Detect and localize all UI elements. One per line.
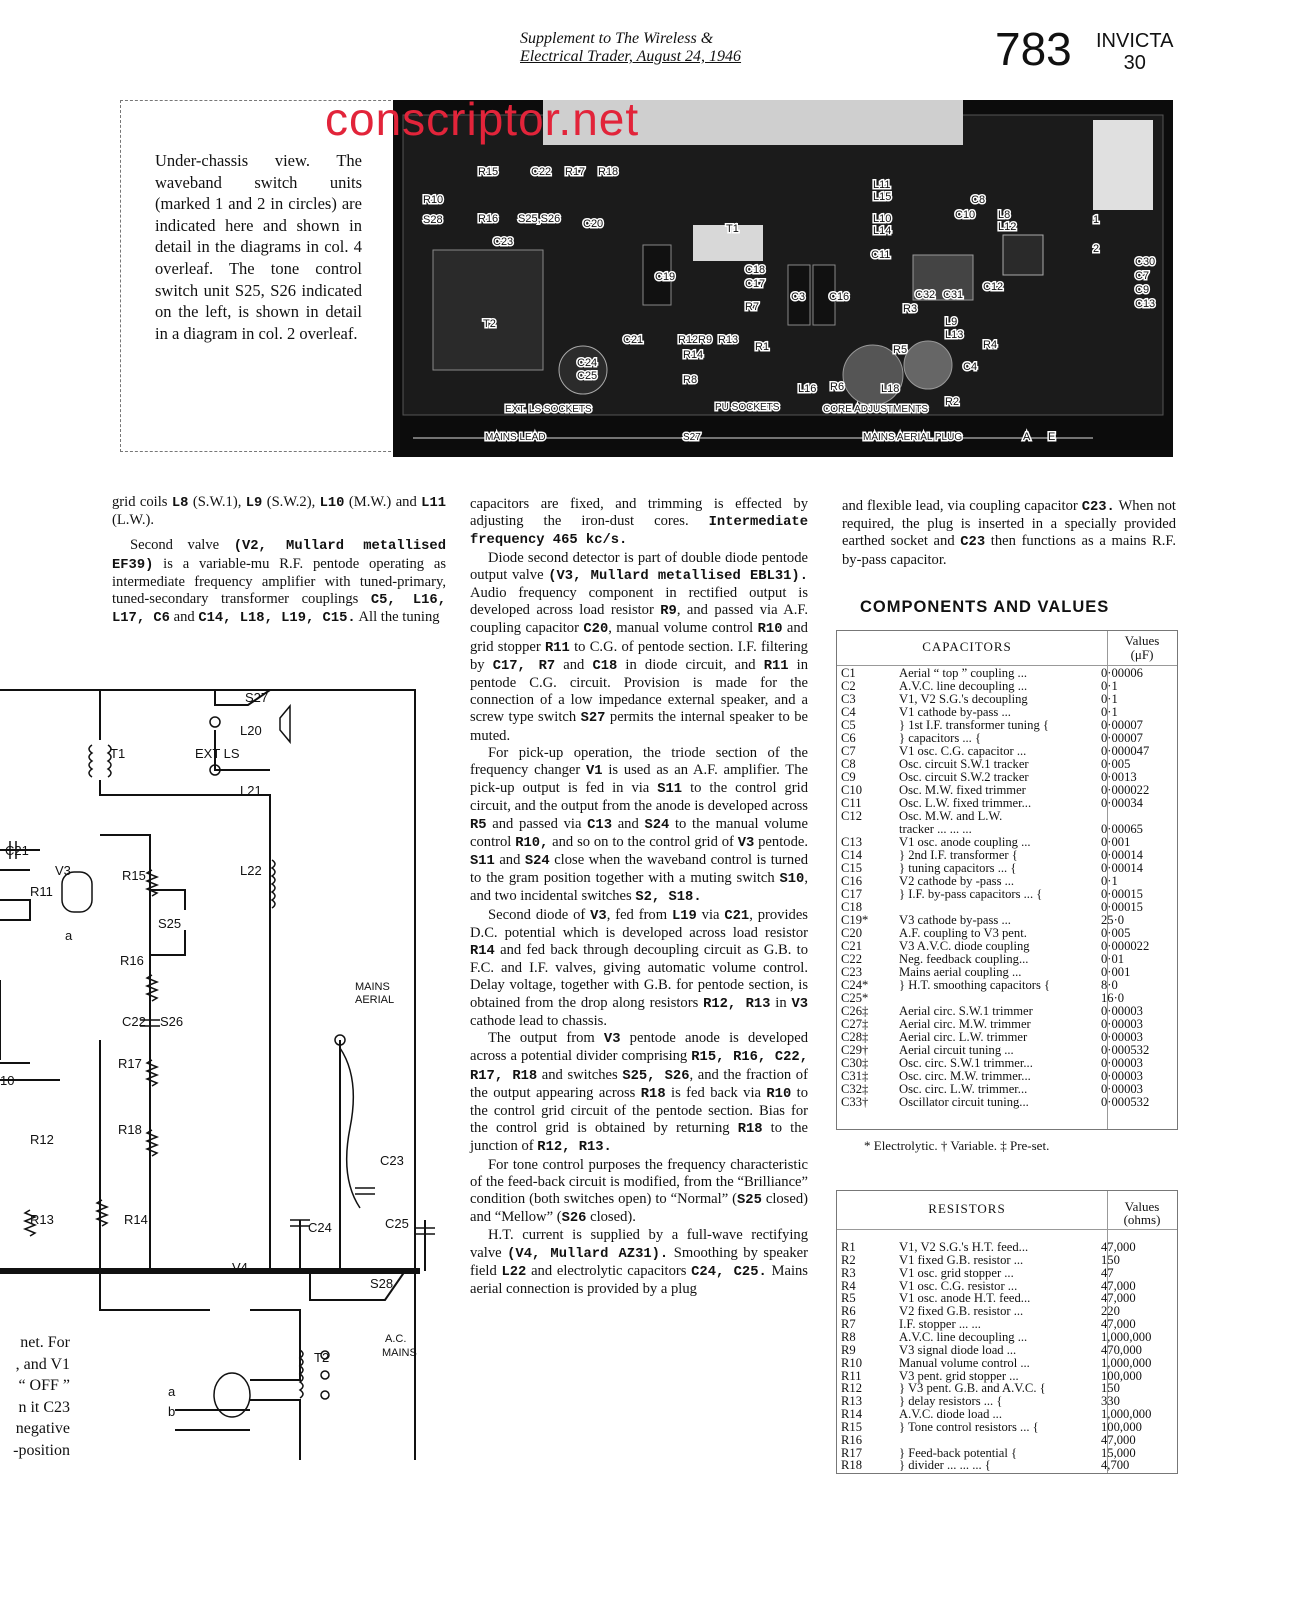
capacitor-desc: Neg. feedback coupling... bbox=[899, 952, 1029, 966]
photo-label: T2 bbox=[483, 318, 496, 330]
schematic-label: a bbox=[65, 928, 73, 943]
resistor-value: 47,000 bbox=[1101, 1432, 1136, 1447]
photo-label: L14 bbox=[873, 225, 892, 237]
watermark: conscriptor.net bbox=[325, 93, 640, 145]
resistor-ref: R18 bbox=[841, 1458, 862, 1473]
capacitor-ref: C1 bbox=[841, 666, 856, 680]
capacitor-desc: V1 osc. C.G. capacitor ... bbox=[899, 744, 1027, 758]
col1-paragraph-2: Second valve (V2, Mullard metallised EF39) is a variable-mu R.F. pentode operating as intermediate frequency amplifier with tuned-primary, tuned-secondary transformer couplings C5, L16, L17, C6 and C14, L18, L19, C15. All the tuning bbox=[112, 537, 446, 627]
photo-label: R2 bbox=[945, 396, 960, 408]
resistor-ref: R7 bbox=[841, 1317, 856, 1332]
resistor-ref: R6 bbox=[841, 1304, 856, 1319]
res-values-header: Values bbox=[1124, 1199, 1160, 1214]
capacitor-desc: } tuning capacitors ... { bbox=[899, 861, 1017, 875]
photo-label: R10 bbox=[423, 194, 444, 206]
resistor-desc: V2 fixed G.B. resistor ... bbox=[899, 1304, 1024, 1319]
photo-bottom-label: S27 bbox=[683, 432, 701, 443]
resistor-desc: V1 osc. anode H.T. feed... bbox=[899, 1291, 1031, 1306]
capacitor-ref: C10 bbox=[841, 783, 862, 797]
chassis-illustration bbox=[393, 100, 1173, 457]
capacitor-ref: C8 bbox=[841, 757, 856, 771]
capacitor-desc: } I.F. by-pass capacitors ... { bbox=[899, 887, 1043, 901]
resistor-ref: R5 bbox=[841, 1291, 856, 1306]
resistor-ref: R14 bbox=[841, 1407, 862, 1422]
resistor-desc: } delay resistors ... { bbox=[899, 1394, 1003, 1409]
capacitor-value: 16·0 bbox=[1101, 991, 1125, 1005]
photo-label: R8 bbox=[683, 374, 698, 386]
brand-name: INVICTA bbox=[1096, 30, 1174, 52]
column-3 bbox=[842, 498, 1176, 569]
left-margin-text bbox=[0, 1332, 70, 1461]
schematic-label: T1 bbox=[110, 746, 126, 761]
capacitor-value: 8·0 bbox=[1101, 978, 1118, 992]
photo-label: L11 bbox=[873, 179, 891, 191]
col2-paragraph-5: The output from V3 pentode anode is developed across a potential divider comprising R15, R16, C22, R17, R18 and switches S25, S26, and the fraction of the output appearing across R18 is fed back via R10 to the control grid circuit of the pentode section. Bias for the control grid is obtained by returning R18 to the junction of R12, R13. bbox=[470, 1030, 808, 1156]
capacitor-desc: V1 osc. anode coupling ... bbox=[899, 835, 1031, 849]
resistor-value: 15,000 bbox=[1101, 1445, 1136, 1460]
schematic-label: a bbox=[168, 1384, 176, 1399]
resistor-ref: R16 bbox=[841, 1432, 862, 1447]
capacitor-ref: C11 bbox=[841, 796, 862, 810]
schematic-label: MAINS bbox=[355, 981, 390, 993]
capacitor-value: 0·00006 bbox=[1101, 666, 1143, 680]
resistor-desc: } Tone control resistors ... { bbox=[899, 1419, 1039, 1434]
photo-label: R6 bbox=[830, 381, 845, 393]
capacitor-ref: C27‡ bbox=[841, 1017, 869, 1031]
resistor-value: 4,700 bbox=[1101, 1458, 1130, 1473]
capacitor-value: 0·00034 bbox=[1101, 796, 1143, 810]
schematic-label: b bbox=[168, 1404, 176, 1419]
photo-label: C20 bbox=[583, 218, 604, 230]
photo-label: C12 bbox=[983, 281, 1004, 293]
capacitor-desc: Osc. M.W. and L.W. bbox=[899, 809, 1003, 823]
photo-label: C25 bbox=[577, 370, 598, 382]
resistor-ref: R3 bbox=[841, 1265, 856, 1280]
resistor-ref: R1 bbox=[841, 1240, 856, 1254]
resistors-header: RESISTORS bbox=[928, 1201, 1006, 1216]
resistor-value: 150 bbox=[1101, 1252, 1120, 1267]
photo-label: C31 bbox=[943, 289, 964, 301]
capacitor-value: 0·00015 bbox=[1101, 900, 1143, 914]
schematic-label: R14 bbox=[124, 1212, 148, 1227]
capacitor-value: 0·001 bbox=[1101, 965, 1131, 979]
resistor-value: 1,000,000 bbox=[1101, 1407, 1152, 1422]
resistor-value: 1,000,000 bbox=[1101, 1355, 1152, 1370]
capacitor-ref: C23 bbox=[841, 965, 862, 979]
capacitor-value: 0·000022 bbox=[1101, 783, 1150, 797]
schematic-label: R13 bbox=[30, 1212, 54, 1227]
capacitor-ref: C6 bbox=[841, 731, 856, 745]
left-margin-line-2: , and V1 bbox=[15, 1355, 70, 1373]
capacitor-value: 0·01 bbox=[1101, 952, 1125, 966]
schematic-label: C21 bbox=[5, 843, 29, 858]
capacitor-desc: Osc. circ. S.W.1 trimmer... bbox=[899, 1056, 1033, 1070]
schematic-label: C25 bbox=[385, 1216, 409, 1231]
photo-label: R9 bbox=[698, 334, 713, 346]
schematic-label: R18 bbox=[118, 1122, 142, 1137]
photo-label: C19 bbox=[655, 271, 676, 283]
capacitor-ref: C31‡ bbox=[841, 1069, 869, 1083]
col2-paragraph-3: For pick-up operation, the triode section of the frequency changer V1 is used as an A.F. amplifier. The pick-up output is fed in via S11 to the control grid circuit, and the output from the anode is developed across R5 and passed via C13 and S24 to the manual volume control R10, and so on to the control grid of V3 pentode. S11 and S24 close when the waveband control is turned to the gram position together with a muting switch S10, and two incidental switches S2, S18. bbox=[470, 744, 808, 906]
resistor-value: 330 bbox=[1101, 1394, 1120, 1409]
resistor-ref: R8 bbox=[841, 1329, 856, 1344]
capacitor-ref: C17 bbox=[841, 887, 862, 901]
photo-caption: Under-chassis view. The waveband switch units (marked 1 and 2 in circles) are indicated here and shown in detail in the diagrams in col. 4 overleaf. The tone control switch unit S25, S26 indicated on the left, is shown in detail in a diagram in col. 2 overleaf. bbox=[155, 151, 362, 343]
capacitor-desc: Osc. circ. L.W. trimmer... bbox=[899, 1082, 1028, 1096]
photo-label: R5 bbox=[893, 344, 908, 356]
resistor-value: 100,000 bbox=[1101, 1419, 1142, 1434]
photo-label: R14 bbox=[683, 349, 704, 361]
capacitor-value: 0·00065 bbox=[1101, 822, 1143, 836]
schematic-label: AERIAL bbox=[355, 994, 395, 1006]
capacitor-value: 0·1 bbox=[1101, 679, 1118, 693]
capacitor-value: 0·001 bbox=[1101, 835, 1131, 849]
capacitor-desc: Aerial circ. S.W.1 trimmer bbox=[899, 1004, 1033, 1018]
resistor-value: 47,000 bbox=[1101, 1240, 1136, 1254]
photo-label: L12 bbox=[998, 221, 1017, 233]
capacitor-desc: Osc. M.W. fixed trimmer bbox=[899, 783, 1026, 797]
capacitor-ref: C19* bbox=[841, 913, 869, 927]
model-number: 30 bbox=[1123, 52, 1146, 74]
supplement-line-1: Supplement to The Wireless & bbox=[520, 30, 714, 47]
resistor-value: 470,000 bbox=[1101, 1342, 1142, 1357]
photo-label: C30 bbox=[1135, 256, 1156, 268]
capacitor-ref: C26‡ bbox=[841, 1004, 869, 1018]
capacitor-value: 0·00014 bbox=[1101, 848, 1143, 862]
capacitor-value: 0·1 bbox=[1101, 874, 1118, 888]
capacitor-desc: } H.T. smoothing capacitors { bbox=[899, 978, 1051, 992]
photo-label: C32 bbox=[915, 289, 936, 301]
photo-label: R13 bbox=[718, 334, 739, 346]
resistor-ref: R10 bbox=[841, 1355, 862, 1370]
capacitor-value: 0·000047 bbox=[1101, 744, 1150, 758]
capacitor-ref: C33† bbox=[841, 1095, 869, 1109]
capacitor-value: 0·00003 bbox=[1101, 1030, 1143, 1044]
resistor-desc: A.V.C. line decoupling ... bbox=[899, 1329, 1028, 1344]
photo-label: C16 bbox=[829, 291, 850, 303]
photo-bottom-label: PU SOCKETS bbox=[715, 402, 780, 413]
capacitor-ref: C32‡ bbox=[841, 1082, 869, 1096]
schematic-label: S25 bbox=[158, 916, 182, 931]
capacitor-value: 0·005 bbox=[1101, 757, 1131, 771]
capacitor-value: 0·00003 bbox=[1101, 1056, 1143, 1070]
resistor-value: 47,000 bbox=[1101, 1291, 1136, 1306]
photo-label: E bbox=[1048, 431, 1056, 443]
resistor-desc: V3 signal diode load ... bbox=[899, 1342, 1017, 1357]
schematic-label: C23 bbox=[380, 1153, 404, 1168]
schematic-label: R11 bbox=[30, 884, 53, 899]
photo-label: C11 bbox=[871, 249, 891, 261]
capacitor-desc: Osc. circuit S.W.1 tracker bbox=[899, 757, 1029, 771]
schematic-label: R12 bbox=[30, 1132, 54, 1147]
photo-label: R4 bbox=[983, 339, 998, 351]
capacitor-ref: C25* bbox=[841, 991, 869, 1005]
schematic-label: MAINS bbox=[382, 1347, 417, 1359]
capacitor-ref: C15 bbox=[841, 861, 862, 875]
resistor-desc: } Feed-back potential { bbox=[899, 1445, 1018, 1460]
capacitor-desc: Osc. circ. M.W. trimmer... bbox=[899, 1069, 1031, 1083]
resistor-value: 47,000 bbox=[1101, 1278, 1136, 1293]
capacitors-header: CAPACITORS bbox=[922, 639, 1012, 654]
capacitor-value: 0·000532 bbox=[1101, 1095, 1150, 1109]
capacitor-ref: C12 bbox=[841, 809, 862, 823]
photo-label: A bbox=[1023, 431, 1031, 443]
capacitor-ref: C29† bbox=[841, 1043, 869, 1057]
photo-label: C23 bbox=[493, 236, 514, 248]
resistor-desc: I.F. stopper ... ... bbox=[899, 1317, 981, 1332]
photo-label: R17 bbox=[565, 166, 586, 178]
capacitor-value: 0·00003 bbox=[1101, 1004, 1143, 1018]
capacitor-ref: C30‡ bbox=[841, 1056, 869, 1070]
resistor-value: 100,000 bbox=[1101, 1368, 1142, 1383]
photo-label: R3 bbox=[903, 303, 918, 315]
capacitor-ref: C28‡ bbox=[841, 1030, 869, 1044]
photo-bottom-label: EXT. LS SOCKETS bbox=[505, 404, 592, 415]
capacitor-value: 0·00007 bbox=[1101, 718, 1143, 732]
capacitor-ref: C13 bbox=[841, 835, 862, 849]
capacitor-desc: V1, V2 S.G.'s decoupling bbox=[899, 692, 1028, 706]
resistor-desc: } V3 pent. G.B. and A.V.C. { bbox=[899, 1381, 1046, 1396]
photo-label: C7 bbox=[1135, 270, 1150, 282]
capacitor-value: 0·00003 bbox=[1101, 1082, 1143, 1096]
capacitor-desc: Aerial “ top ” coupling ... bbox=[899, 666, 1027, 680]
photo-label: 2 bbox=[1093, 243, 1100, 255]
schematic-label: A.C. bbox=[385, 1333, 407, 1345]
resistor-value: 47,000 bbox=[1101, 1317, 1136, 1332]
photo-label: L8 bbox=[998, 209, 1011, 221]
capacitor-ref: C16 bbox=[841, 874, 862, 888]
under-chassis-photo bbox=[393, 100, 1173, 457]
photo-label: L15 bbox=[873, 191, 892, 203]
schematic-label: C24 bbox=[308, 1220, 332, 1235]
resistor-ref: R2 bbox=[841, 1252, 856, 1267]
photo-label: C10 bbox=[955, 209, 976, 221]
photo-label: S25,S26 bbox=[518, 213, 561, 225]
capacitor-desc: V1 cathode by-pass ... bbox=[899, 705, 1011, 719]
capacitor-ref: C18 bbox=[841, 900, 862, 914]
photo-label: L16 bbox=[798, 383, 817, 395]
capacitor-value: 25·0 bbox=[1101, 913, 1125, 927]
capacitor-ref: C9 bbox=[841, 770, 856, 784]
resistor-desc: V1 osc. C.G. resistor ... bbox=[899, 1278, 1018, 1293]
photo-bottom-label: CORE ADJUSTMENTS bbox=[823, 404, 929, 415]
capacitor-value: 0·000532 bbox=[1101, 1043, 1150, 1057]
col2-paragraph-4: Second diode of V3, fed from L19 via C21, provides D.C. potential which is developed across load resistor R14 and fed back through decoupling circuit as G.B. to F.C. and I.F. valves, giving automatic volume control. Delay voltage, together with G.B. for pentode section, is obtained from the drop along resistors R12, R13 in V3 cathode lead to chassis. bbox=[470, 906, 808, 1029]
supplement-header bbox=[520, 30, 780, 66]
schematic-label: R15 bbox=[122, 868, 146, 883]
left-margin-line-6: -position bbox=[13, 1441, 70, 1459]
resistor-ref: R13 bbox=[841, 1394, 862, 1409]
capacitor-footnote: * Electrolytic. † Variable. ‡ Pre-set. bbox=[864, 1138, 1050, 1153]
column-2 bbox=[470, 496, 808, 1298]
capacitor-desc: Oscillator circuit tuning... bbox=[899, 1095, 1029, 1109]
photo-label: C21 bbox=[623, 334, 644, 346]
photo-label: L13 bbox=[945, 329, 964, 341]
capacitor-ref: C2 bbox=[841, 679, 856, 693]
resistor-desc: Manual volume control ... bbox=[899, 1355, 1030, 1370]
supplement-line-2: Electrical Trader, August 24, 1946 bbox=[520, 48, 742, 65]
brand-model bbox=[1096, 30, 1173, 74]
schematic-label: EXT LS bbox=[195, 746, 240, 761]
capacitor-desc: tracker ... ... ... bbox=[899, 822, 972, 836]
photo-label: C22 bbox=[531, 166, 552, 178]
photo-label: 1 bbox=[1093, 214, 1100, 226]
schematic-label: L20 bbox=[240, 723, 262, 738]
schematic-drawing bbox=[0, 660, 470, 1460]
schematic-label: C22 bbox=[122, 1014, 146, 1029]
capacitor-ref: C24* bbox=[841, 978, 869, 992]
schematic-label: T2 bbox=[314, 1350, 330, 1365]
capacitor-value: 0·00003 bbox=[1101, 1017, 1143, 1031]
photo-bottom-label: MAINS AERIAL PLUG bbox=[863, 432, 963, 443]
capacitor-desc: V3 A.V.C. diode coupling bbox=[899, 939, 1030, 953]
page-number: 783 bbox=[995, 23, 1072, 75]
col1-paragraph-1: grid coils L8 (S.W.1), L9 (S.W.2), L10 (M.W.) and L11 (L.W.). bbox=[112, 494, 447, 529]
col3-paragraph-1: and flexible lead, via coupling capacitor C23. When not required, the plug is inserted in a specially provided earthed socket and C23 then functions as a mains R.F. by-pass capacitor. bbox=[842, 498, 1176, 568]
resistor-ref: R9 bbox=[841, 1342, 856, 1357]
schematic-label: R17 bbox=[118, 1056, 142, 1071]
column-1 bbox=[112, 494, 446, 627]
capacitor-desc: Aerial circ. L.W. trimmer bbox=[899, 1030, 1028, 1044]
capacitor-value: 0·00015 bbox=[1101, 887, 1143, 901]
capacitor-desc: } capacitors ... { bbox=[899, 731, 982, 745]
capacitor-value: 0·00003 bbox=[1101, 1069, 1143, 1083]
res-units-header: (ohms) bbox=[1123, 1212, 1161, 1227]
photo-label: C24 bbox=[577, 357, 598, 369]
capacitor-desc: V2 cathode by -pass ... bbox=[899, 874, 1015, 888]
col2-paragraph-1: capacitors are fixed, and trimming is effected by adjusting the iron-dust cores. Intermediate frequency 465 kc/s. bbox=[470, 496, 808, 549]
photo-label: C17 bbox=[745, 278, 766, 290]
photo-label: R7 bbox=[745, 301, 760, 313]
left-margin-line-5: negative bbox=[15, 1420, 70, 1437]
capacitor-desc: Aerial circ. M.W. trimmer bbox=[899, 1017, 1031, 1031]
capacitor-desc: } 2nd I.F. transformer { bbox=[899, 848, 1018, 862]
resistor-ref: R11 bbox=[841, 1368, 862, 1383]
capacitor-ref: C4 bbox=[841, 705, 856, 719]
capacitor-desc: Osc. L.W. fixed trimmer... bbox=[899, 796, 1032, 810]
components-title: COMPONENTS AND VALUES bbox=[860, 598, 1110, 616]
resistor-value: 220 bbox=[1101, 1304, 1120, 1319]
capacitor-value: 0·005 bbox=[1101, 926, 1131, 940]
resistor-desc: V1, V2 S.G.'s H.T. feed... bbox=[899, 1240, 1029, 1254]
resistor-desc: A.V.C. diode load ... bbox=[899, 1407, 1002, 1422]
photo-label: C3 bbox=[791, 291, 806, 303]
left-margin-line-3: “ OFF ” bbox=[18, 1377, 70, 1394]
resistor-ref: R15 bbox=[841, 1419, 862, 1434]
capacitor-desc: A.V.C. line decoupling ... bbox=[899, 679, 1028, 693]
resistor-desc: } divider ... ... ... { bbox=[899, 1458, 991, 1473]
capacitor-ref: C14 bbox=[841, 848, 862, 862]
resistor-desc: V1 fixed G.B. resistor ... bbox=[899, 1252, 1024, 1267]
capacitor-ref: C3 bbox=[841, 692, 856, 706]
resistor-ref: R17 bbox=[841, 1445, 862, 1460]
capacitor-desc: Aerial circuit tuning ... bbox=[899, 1043, 1014, 1057]
capacitor-desc: Osc. circuit S.W.2 tracker bbox=[899, 770, 1029, 784]
capacitor-ref: C7 bbox=[841, 744, 856, 758]
schematic-label: V4 bbox=[232, 1260, 248, 1275]
cap-units-header: (μF) bbox=[1130, 647, 1154, 662]
capacitor-value: 0·1 bbox=[1101, 705, 1118, 719]
capacitor-desc: A.F. coupling to V3 pent. bbox=[899, 926, 1027, 940]
resistor-ref: R4 bbox=[841, 1278, 856, 1293]
photo-label: C8 bbox=[971, 194, 986, 206]
capacitors-table bbox=[836, 630, 1178, 1130]
photo-label: R18 bbox=[598, 166, 619, 178]
schematic-label: L21 bbox=[240, 783, 262, 798]
photo-label: C9 bbox=[1135, 284, 1150, 296]
capacitor-value: 0·0013 bbox=[1101, 770, 1137, 784]
left-margin-line-1: net. For bbox=[20, 1334, 70, 1351]
capacitor-desc: Mains aerial coupling ... bbox=[899, 965, 1022, 979]
photo-label: L18 bbox=[881, 383, 900, 395]
schematic-label: S26 bbox=[160, 1014, 184, 1029]
col2-paragraph-7: H.T. current is supplied by a full-wave rectifying valve (V4, Mullard AZ31). Smoothing by speaker field L22 and electrolytic capacitors C24, C25. Mains aerial connection is provided by a plug bbox=[470, 1227, 808, 1297]
capacitor-ref: C20 bbox=[841, 926, 862, 940]
capacitor-ref: C21 bbox=[841, 939, 862, 953]
resistor-ref: R12 bbox=[841, 1381, 862, 1396]
capacitor-ref: C5 bbox=[841, 718, 856, 732]
resistor-value: 47 bbox=[1101, 1265, 1114, 1280]
photo-label: S28 bbox=[423, 214, 443, 226]
capacitor-ref: C22 bbox=[841, 952, 862, 966]
cap-values-header: Values bbox=[1124, 633, 1160, 648]
resistor-value: 150 bbox=[1101, 1381, 1120, 1396]
photo-label: L10 bbox=[873, 213, 892, 225]
resistor-desc: V3 pent. grid stopper ... bbox=[899, 1368, 1019, 1383]
photo-label: R16 bbox=[478, 213, 499, 225]
col2-paragraph-6: For tone control purposes the frequency characteristic of the feed-back circuit is modified, from the “Brilliance” condition (both switches open) to “Normal” (S25 closed) and “Mellow” (S26 closed). bbox=[470, 1156, 808, 1227]
resistors-table bbox=[836, 1190, 1178, 1474]
resistor-value: 1,000,000 bbox=[1101, 1329, 1152, 1344]
capacitor-value: 0·1 bbox=[1101, 692, 1118, 706]
capacitor-desc: } 1st I.F. transformer tuning { bbox=[899, 718, 1049, 732]
photo-label: R1 bbox=[755, 341, 770, 353]
photo-label: C4 bbox=[963, 361, 978, 373]
schematic-label: R16 bbox=[120, 953, 144, 968]
col2-paragraph-2: Diode second detector is part of double diode pentode output valve (V3, Mullard metallised EBL31). Audio frequency component in rectified output is developed across load resistor R9, and passed via A.F. coupling capacitor C20, manual volume control R10 and grid stopper R11 to C.G. of pentode section. I.F. filtering by C17, R7 and C18 in diode circuit, and R11 in pentode C.G. circuit. Provision is made for the connection of a low impedance external speaker, and a screw type switch S27 permits the internal speaker to be muted. bbox=[470, 549, 809, 744]
photo-label: L9 bbox=[945, 316, 958, 328]
photo-label: T1 bbox=[726, 223, 739, 235]
photo-label: C18 bbox=[745, 264, 766, 276]
schematic-label: S28 bbox=[370, 1276, 394, 1291]
schematic-label: L22 bbox=[240, 863, 262, 878]
resistor-desc: V1 osc. grid stopper ... bbox=[899, 1265, 1014, 1280]
photo-bottom-label: MAINS LEAD bbox=[485, 432, 546, 443]
schematic-label: V3 bbox=[55, 863, 71, 878]
schematic-label: S27 bbox=[245, 690, 269, 705]
schematic-label: 10 bbox=[0, 1073, 15, 1088]
capacitor-value: 0·00014 bbox=[1101, 861, 1143, 875]
left-margin-line-4: n it C23 bbox=[18, 1398, 70, 1416]
capacitor-desc: V3 cathode by-pass ... bbox=[899, 913, 1011, 927]
photo-label: C13 bbox=[1135, 298, 1156, 310]
circuit-schematic bbox=[0, 660, 470, 1460]
photo-label: R12 bbox=[678, 334, 699, 346]
capacitor-value: 0·00007 bbox=[1101, 731, 1143, 745]
capacitor-value: 0·000022 bbox=[1101, 939, 1150, 953]
photo-label: R15 bbox=[478, 166, 499, 178]
